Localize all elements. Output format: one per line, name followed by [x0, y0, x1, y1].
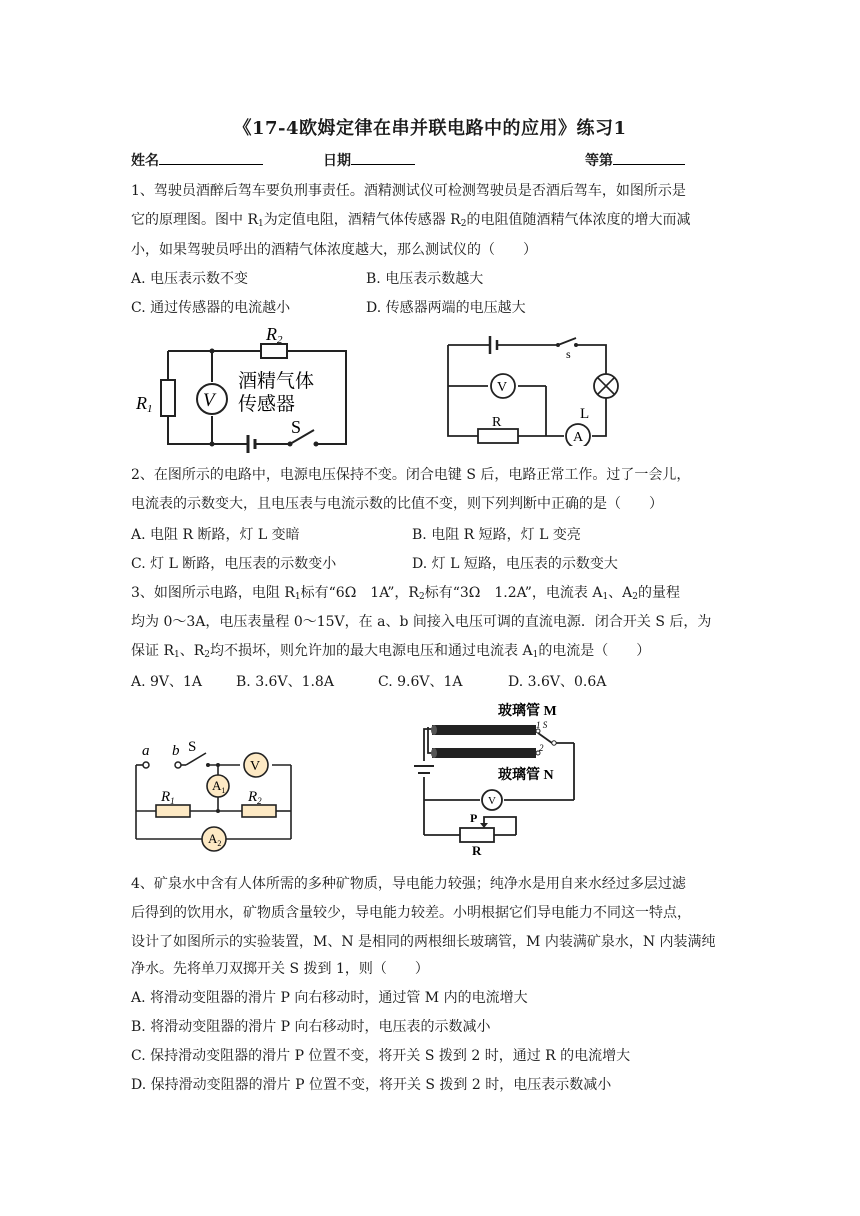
- q2-line-2: 电流表的示数变大，且电压表与电流示数的比值不变，则下列判断中正确的是（ ）: [131, 496, 663, 512]
- q4-option-a: A. 将滑动变阻器的滑片 P 向右移动时，通过管 M 内的电流增大: [131, 990, 528, 1006]
- page-title: 《17-4欧姆定律在串并联电路中的应用》练习1: [233, 118, 627, 139]
- glass-tube-m: [432, 725, 536, 735]
- q4-line-3: 设计了如图所示的实验装置，M、N 是相同的两根细长玻璃管，M 内装满矿泉水，N 内装满纯: [131, 934, 716, 950]
- r1-resistor: [156, 805, 190, 817]
- svg-text:A1: $A_1$: [212, 778, 226, 795]
- q4-option-c: C. 保持滑动变阻器的滑片 P 位置不变，将开关 S 拨到 2 时，通过 R 的电流增大: [131, 1048, 631, 1064]
- grade-blank: [613, 150, 685, 165]
- svg-text:V: V: [497, 380, 508, 395]
- resistor-r: [478, 429, 518, 443]
- q4-option-b: B. 将滑动变阻器的滑片 P 向右移动时，电压表的示数减小: [131, 1019, 491, 1035]
- glass-tube-circuit: [414, 697, 586, 857]
- q2-option-b: B. 电阻 R 短路，灯 L 变亮: [412, 527, 581, 543]
- q2-line-1: 2、在图所示的电路中，电源电压保持不变。闭合电键 S 后，电路正常工作。过了一会儿，: [131, 467, 691, 483]
- name-label: 姓名: [131, 153, 159, 169]
- q3-line-3: 保证 $R_1$、$R_2$均不损坏，则允许加的最大电源电压和通过电流表 $A_1$的电流是（ ）: [131, 643, 651, 660]
- switch-label: s: [566, 347, 571, 361]
- sensor-label-1: 酒精气体: [238, 371, 315, 392]
- date-label: 日期: [323, 153, 351, 169]
- rheostat: [460, 828, 494, 842]
- date-blank: [351, 150, 415, 165]
- q3-line-1: 3、如图所示电路，电阻 $R_1$标有“6Ω 1A”，$R_2$标有“3Ω 1.2A”，电流表 $A_1$、$A_2$的量程: [131, 585, 681, 602]
- q4-line-2: 后得到的饮用水，矿物质含量较少，导电能力较差。小明根据它们导电能力不同这一特点，: [131, 905, 691, 921]
- tube-m-label: 玻璃管 M: [498, 704, 557, 719]
- q1-line-2: 它的原理图。图中 $R_1$为定值电阻，酒精气体传感器 $R_2$的电阻值随酒精气体浓度的增大而减: [131, 212, 691, 229]
- parallel-resistor-circuit: [128, 735, 298, 857]
- r2-resistor: [242, 805, 276, 817]
- q3-option-c: C. 9.6V、1A: [378, 674, 463, 690]
- voltmeter-label: V: [203, 390, 215, 411]
- q4-line-4: 净水。先将单刀双掷开关 S 拨到 1，则（ ）: [131, 961, 429, 977]
- resistor-label: R: [492, 415, 502, 430]
- svg-text:R: R: [472, 843, 482, 857]
- q4-line-1: 4、矿泉水中含有人体所需的多种矿物质，导电能力较强；纯净水是用自来水经过多层过滤: [131, 876, 686, 892]
- q1-option-d: D. 传感器两端的电压越大: [366, 300, 526, 316]
- terminal-b: [175, 762, 181, 768]
- q3-option-b: B. 3.6V、1.8A: [236, 674, 334, 690]
- q4-option-d: D. 保持滑动变阻器的滑片 P 位置不变，将开关 S 拨到 2 时，电压表示数减小: [131, 1077, 612, 1093]
- switch-label: S: [291, 417, 302, 437]
- q3-line-2: 均为 0～3A，电压表量程 0～15V，在 a、b 间接入电压可调的直流电源．闭合开关 S 后，为: [131, 614, 712, 630]
- q1-option-c: C. 通过传感器的电流越小: [131, 300, 291, 316]
- svg-text:P: P: [470, 811, 478, 825]
- svg-text:A2: $A_2$: [208, 831, 222, 848]
- tube-n-label: 玻璃管 N: [498, 768, 554, 783]
- svg-text:R1: $R_1$: [161, 789, 175, 806]
- q1-option-b: B. 电压表示数越大: [366, 271, 484, 287]
- grade-label: 等第: [585, 153, 613, 169]
- r1-resistor: [161, 380, 175, 416]
- q2-option-d: D. 灯 L 短路，电压表的示数变大: [412, 556, 618, 572]
- svg-text:S: S: [188, 739, 197, 755]
- svg-text:R1: R1: [136, 393, 153, 415]
- name-field: [131, 150, 263, 170]
- svg-text:A: A: [573, 430, 584, 445]
- svg-text:V: V: [250, 759, 261, 774]
- svg-text:R2: $R_2$: [248, 789, 262, 806]
- alcohol-tester-circuit: [130, 326, 356, 456]
- terminal-a: [143, 762, 149, 768]
- svg-text:R2: R2: [266, 326, 283, 346]
- lamp-resistor-circuit: [440, 330, 628, 446]
- q1-line-1: 1、驾驶员酒醉后驾车要负刑事责任。酒精测试仪可检测驾驶员是否酒后驾车，如图所示是: [131, 183, 686, 199]
- svg-text:2: 2: [539, 743, 544, 753]
- svg-text:a: a: [142, 743, 150, 759]
- date-field: [323, 150, 415, 170]
- q2-option-a: A. 电阻 R 断路，灯 L 变暗: [131, 527, 300, 543]
- svg-text:1 S: 1 S: [536, 720, 548, 730]
- q1-option-a: A. 电压表示数不变: [131, 271, 249, 287]
- q2-option-c: C. 灯 L 断路，电压表的示数变小: [131, 556, 337, 572]
- svg-text:b: b: [172, 743, 180, 759]
- q1-line-3: 小，如果驾驶员呼出的酒精气体浓度越大，那么测试仪的（ ）: [131, 242, 537, 258]
- name-blank: [159, 150, 263, 165]
- grade-field: [585, 150, 685, 170]
- q3-option-a: A. 9V、1A: [131, 674, 203, 690]
- sensor-label-2: 传感器: [238, 394, 296, 415]
- lamp-label: L: [580, 406, 590, 422]
- r2-resistor: [261, 344, 287, 358]
- svg-text:V: V: [488, 795, 496, 807]
- q3-option-d: D. 3.6V、0.6A: [508, 674, 607, 690]
- glass-tube-n: [432, 748, 536, 758]
